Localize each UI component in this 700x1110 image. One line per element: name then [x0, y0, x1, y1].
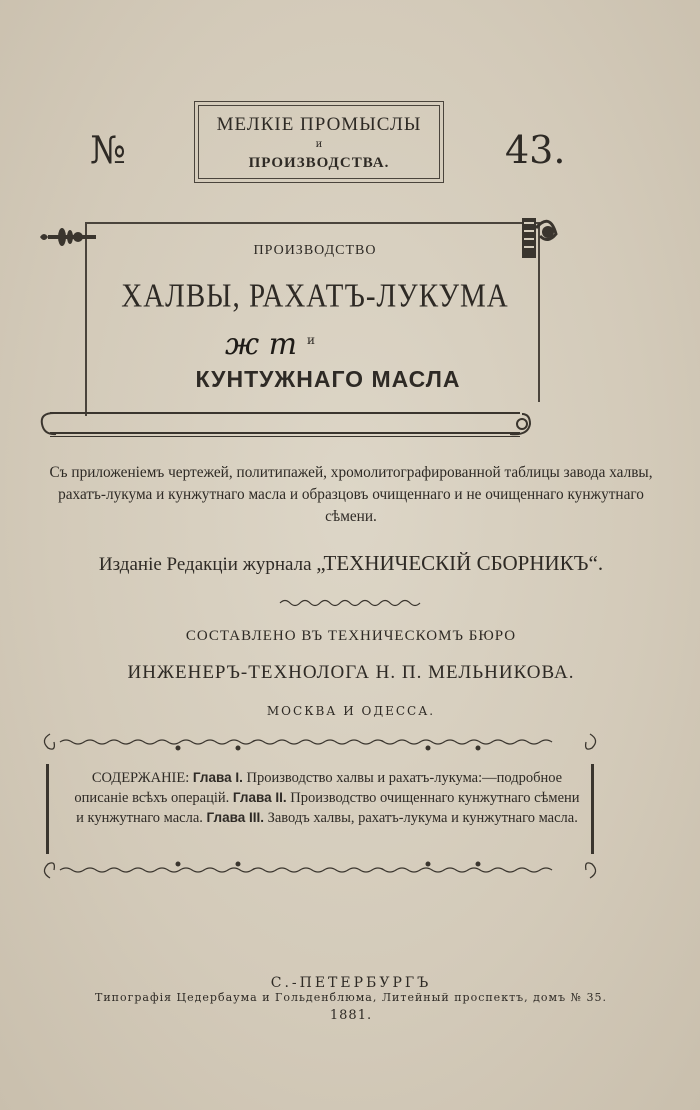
series-title-conjunction: и — [315, 139, 323, 150]
series-box — [194, 101, 444, 183]
chapter-2-label: Глава II. — [232, 790, 287, 805]
cities-line: МОСКВА И ОДЕССА. — [266, 704, 436, 718]
edition-prefix: Изданіе Редакціи журнала — [98, 554, 312, 575]
main-title: ХАЛВЫ, РАХАТЪ-ЛУКУМА — [121, 277, 509, 315]
chapter-3-label: Глава III. — [206, 810, 264, 825]
contents-text — [72, 768, 582, 828]
title-conjunction: и — [307, 333, 315, 347]
subtitle: КУНТУЖНАГО МАСЛА — [195, 366, 461, 392]
chapter-2-text: Производство очищеннаго кунжутнаго сѣмени и кунжутнаго масла. — [76, 790, 580, 826]
banner-label: ПРОИЗВОДСТВО — [253, 243, 377, 258]
chapter-1-text: Производство халвы и рахатъ-лукума:—подробное описаніе всѣхъ операцій. — [74, 770, 563, 806]
edition-line — [38, 551, 664, 576]
number-sign: № — [90, 128, 126, 172]
handwritten-correction: ж т — [225, 327, 298, 362]
chapter-1-label: Глава I. — [192, 770, 243, 785]
imprint-year: 1881. — [329, 1008, 373, 1023]
scroll-rod-left-ornament — [38, 222, 98, 252]
engineer-name: ИНЖЕНЕРЪ-ТЕХНОЛОГА Н. П. МЕЛЬНИКОВА. — [127, 662, 575, 683]
wave-divider — [275, 596, 425, 610]
description-paragraph: Съ приложеніемъ чертежей, политипажей, хромолитографированной таблицы завода халвы, рахатъ-лукума и кунжутнаго масла и образцовъ очищеннаго и не очищеннаго кунжутнаго сѣмени. — [49, 464, 653, 525]
series-title-line1: МЕЛКІЕ ПРОМЫСЛЫ — [216, 114, 422, 135]
imprint-printer: Типографія Цедербаума и Гольденблюма, Литейный проспектъ, домъ № 35. — [94, 991, 607, 1004]
compiled-by-line: СОСТАВЛЕНО ВЪ ТЕХНИЧЕСКОМЪ БЮРО — [185, 628, 517, 644]
journal-title: „ТЕХНИЧЕСКІЙ СБОРНИКЪ“. — [316, 551, 604, 575]
series-title-line2: ПРОИЗВОДСТВА. — [248, 155, 390, 171]
chapter-3-text: Заводъ халвы, рахатъ-лукума и кунжутнаго масла. — [267, 810, 578, 826]
imprint-city: С.-ПЕТЕРБУРГЪ — [270, 975, 432, 991]
contents-label: СОДЕРЖАНІЕ: — [91, 770, 190, 786]
issue-number: 43. — [505, 128, 566, 172]
scroll-bottom-roll — [40, 410, 520, 440]
scroll-rod-right-ornament — [520, 208, 560, 264]
